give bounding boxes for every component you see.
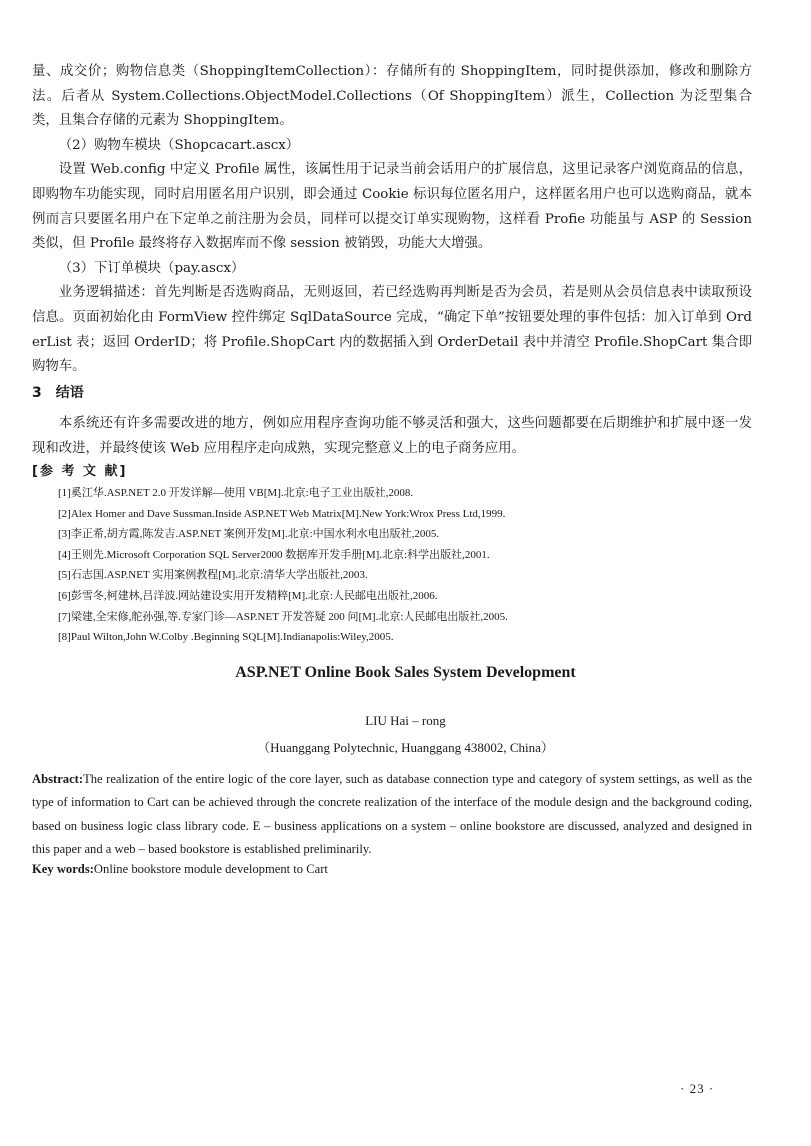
abstract-text: The realization of the entire logic of the core layer, such as database connection type and category of system settings, as well as the type of information to Cart can be achieved through the concrete realization of the interface of the module design and the background coding, based on business logic class library code. E – business applications on a system – online bookstore are discussed, analyzed and designed in this paper and a web – based bookstore is established preliminarily.	[32, 772, 752, 857]
english-title: ASP.NET Online Book Sales System Development	[235, 664, 576, 681]
keywords-text: Online bookstore module development to Cart	[93, 862, 328, 876]
english-abstract	[32, 768, 752, 862]
page-number: · 23 ·	[680, 1081, 715, 1096]
body-section	[32, 60, 752, 380]
references-list	[58, 483, 758, 648]
paragraph-conclusion: 本系统还有许多需要改进的地方，例如应用程序查询功能不够灵活和强大，这些问题都要在后期维护和扩展中逐一发现和改进，并最终使该 Web 应用程序走向成熟，实现完整意义上的电子商务应用。	[32, 416, 752, 456]
reference-item: [5]石志国.ASP.NET 实用案例教程[M].北京:清华大学出版社,2003.	[58, 569, 368, 582]
author-affiliation: （Huanggang Polytechnic, Huanggang 438002, China）	[257, 740, 554, 755]
english-keywords	[32, 862, 752, 877]
reference-item: [4]王则先.Microsoft Corporation SQL Server2000 数据库开发手册[M].北京:科学出版社,2001.	[58, 548, 490, 561]
reference-item: [3]李正希,胡方霞,陈发吉.ASP.NET 案例开发[M].北京:中国水利水电出版社,2005.	[58, 528, 440, 541]
keywords-label: Key words:	[32, 862, 94, 876]
reference-item: [1]奚江华.ASP.NET 2.0 开发详解—使用 VB[M].北京:电子工业出版社,2008.	[58, 487, 414, 499]
section-title-conclusion: 3 结语	[32, 385, 84, 401]
reference-item: [6]彭雪冬,柯建林,吕洋波.网站建设实用开发精粹[M].北京:人民邮电出版社,2006.	[58, 589, 438, 602]
paragraph-shopping-item: 量、成交价；购物信息类（ShoppingItemCollection）：存储所有的 ShoppingItem，同时提供添加，修改和删除方法。后者从 System.Collections.ObjectModel.Collections（Of ShoppingItem）派生，Collection 为泛型集合类，且集合存储的元素为 ShoppingItem。	[32, 64, 752, 129]
reference-item: [7]梁建,全宋修,舵孙强,等.专家门诊—ASP.NET 开发答疑 200 问[M].北京:人民邮电出版社,2005.	[58, 610, 508, 623]
references-heading: [参 考 文 献]	[32, 464, 128, 479]
author-name: LIU Hai – rong	[365, 713, 446, 728]
subheading-order-module: （3）下订单模块（pay.ascx）	[58, 260, 245, 276]
paragraph-cart-module: 设置 Web.config 中定义 Profile 属性，该属性用于记录当前会话用户的扩展信息，这里记录客户浏览商品的信息，即购物车功能实现，同时启用匿名用户识别，即会通过 Cookie 标识每位匿名用户，这样匿名用户也可以选购商品，就本例而言只要匿名用户在下定单之前注册为会员，同样可以提交订单实现购物，这样看 Profie 功能虽与 ASP 的 Session 类似，但 Profile 最终将存入数据库而不像 session 被销毁，功能大大增强。	[32, 162, 752, 252]
reference-item: [8]Paul Wilton,John W.Colby .Beginning SQL[M].Indianapolis:Wiley,2005.	[58, 631, 394, 644]
reference-item: [2]Alex Homer and Dave Sussman.Inside ASP.NET Web Matrix[M].New York:Wrox Press Ltd,1999.	[58, 507, 506, 520]
abstract-label: Abstract:	[32, 772, 84, 786]
paragraph-order-module: 业务逻辑描述：首先判断是否选购商品，无则返回，若已经选购再判断是否为会员，若是则从会员信息表中读取预设信息。页面初始化由 FormView 控件绑定 SqlDataSource 完成，“确定下单”按钮要处理的事件包括：加入订单到 OrderList 表；返回 OrderID；将 Profile.ShopCart 内的数据插入到 OrderDetail 表中并清空 Profile.ShopCart 集合即购物车。	[32, 285, 752, 375]
subheading-cart-module: （2）购物车模块（Shopcacart.ascx）	[58, 137, 300, 153]
